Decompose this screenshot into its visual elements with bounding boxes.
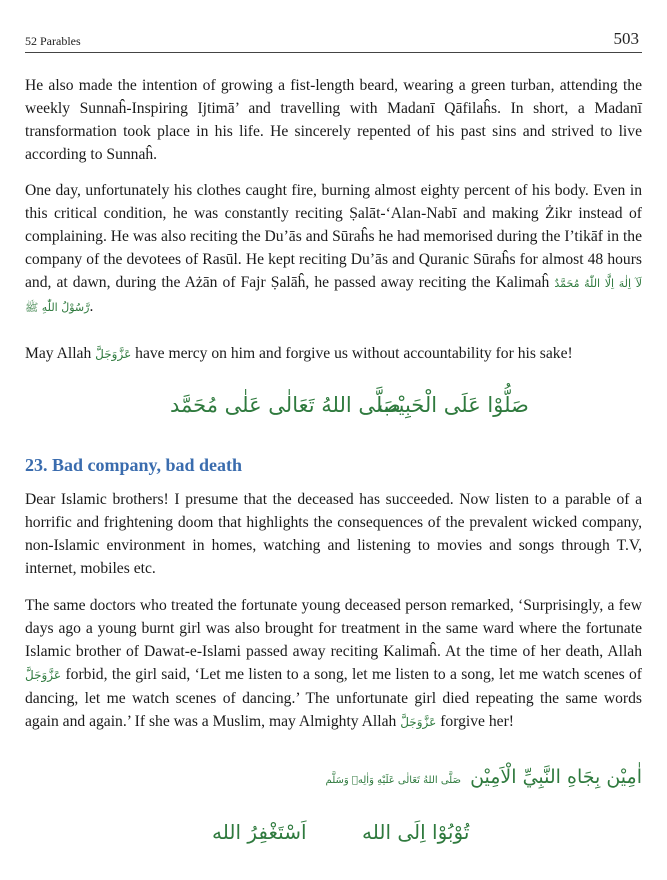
azza-wajal-arabic: عَزَّوَجَلَّ: [95, 347, 132, 361]
ameen-salutation: صَلَّى اللهُ تَعَالٰی عَلَيْهِ وَاٰلِهٖ وَسَلَّم: [325, 775, 461, 786]
page-header: [0, 0, 667, 52]
istighfar-text: اَسْتَغْفِرُ الله: [212, 820, 307, 844]
paragraph-2: [25, 179, 642, 319]
paragraph-1: He also made the intention of growing a fist-length beard, wearing a green turban, attending the weekly Sunnaĥ-Inspiring Ijtimā’ and travelling with Madanī Qāfilaĥs. In short, a Madanī transformation took place in his life. He sincerely repented of his past sins and strived to live according to Sunnaĥ.: [25, 77, 642, 163]
paragraph-3-end: have mercy on him and forgive us without accountability for his sake!: [135, 345, 573, 362]
paragraph-5-a: The same doctors who treated the fortunate young deceased person remarked, ‘Surprisingly, a few days ago a young burnt girl was also brought for treatment in the same ward where the fortunate Islamic brother of Dawat-e-Islami passed away reciting Kalimaĥ. At the time of her death, Allah: [25, 597, 642, 660]
paragraph-2-text: One day, unfortunately his clothes caught fire, burning almost eighty percent of his body. Even in this critical condition, he was constantly reciting Ṣalāt-‘Alan-Nabī and making Żikr instead of complaining. He was also reciting the Du’ās and Sūraĥs he had memorised during the I’tikāf in the company of the devotees of Rasūl. He kept reciting Du’ās and Quranic Sūraĥs for almost 48 hours and, at dawn, during the Ażān of Fajr Ṣalāĥ, he passed away reciting the Kalimaĥ: [25, 182, 642, 291]
paragraph-5: [25, 594, 642, 734]
salawat-call: صَلُّوْا عَلَى الْحَبِيْب: [378, 393, 529, 417]
paragraph-3: [25, 342, 642, 366]
header-rule: [25, 52, 642, 53]
page-number: 503: [613, 29, 639, 48]
paragraph-3-start: May Allah: [25, 345, 92, 362]
tawbah-text: تُوْبُوْا اِلَى الله: [362, 820, 470, 844]
book-title: 52 Parables: [25, 34, 81, 48]
ameen-text: اٰمِيْن بِجَاهِ النَّبِيِّ الْاَمِيْن: [470, 766, 642, 788]
section-heading: 23. Bad company, bad death: [25, 455, 243, 475]
ameen-line: [326, 766, 642, 788]
closing-row: [0, 820, 667, 854]
kalimah-arabic: لَآ اِلٰهَ اِلَّا اللّٰهُ مُحَمَّدٌ رَّسُوْلُ اللّٰهِ ﷺ: [25, 277, 642, 314]
paragraph-2-end: .: [89, 298, 94, 315]
salawat-response: صَلَّى اللهُ تَعَالٰی عَلٰی مُحَمَّد: [170, 393, 401, 417]
azza-wajal-arabic-3: عَزَّوَجَلَّ: [400, 715, 437, 729]
azza-wajal-arabic-2: عَزَّوَجَلَّ: [25, 668, 62, 682]
paragraph-4: Dear Islamic brothers! I presume that the deceased has succeeded. Now listen to a parable of a horrific and frightening doom that highlights the consequences of the prevalent wicked company, non-Islamic environment in homes, watching and listening to movies and songs through T.V, internet, mobiles etc.: [25, 491, 642, 577]
paragraph-5-b: forbid, the girl said, ‘Let me listen to a song, let me listen to a song, let me watch scenes of dancing, let me watch scenes of dancing.’ The unfortunate girl died repeating the same words again and again.’ If she was a Muslim, may Almighty Allah: [25, 666, 642, 730]
salawat-row: [0, 393, 667, 429]
paragraph-5-c: forgive her!: [440, 713, 514, 730]
